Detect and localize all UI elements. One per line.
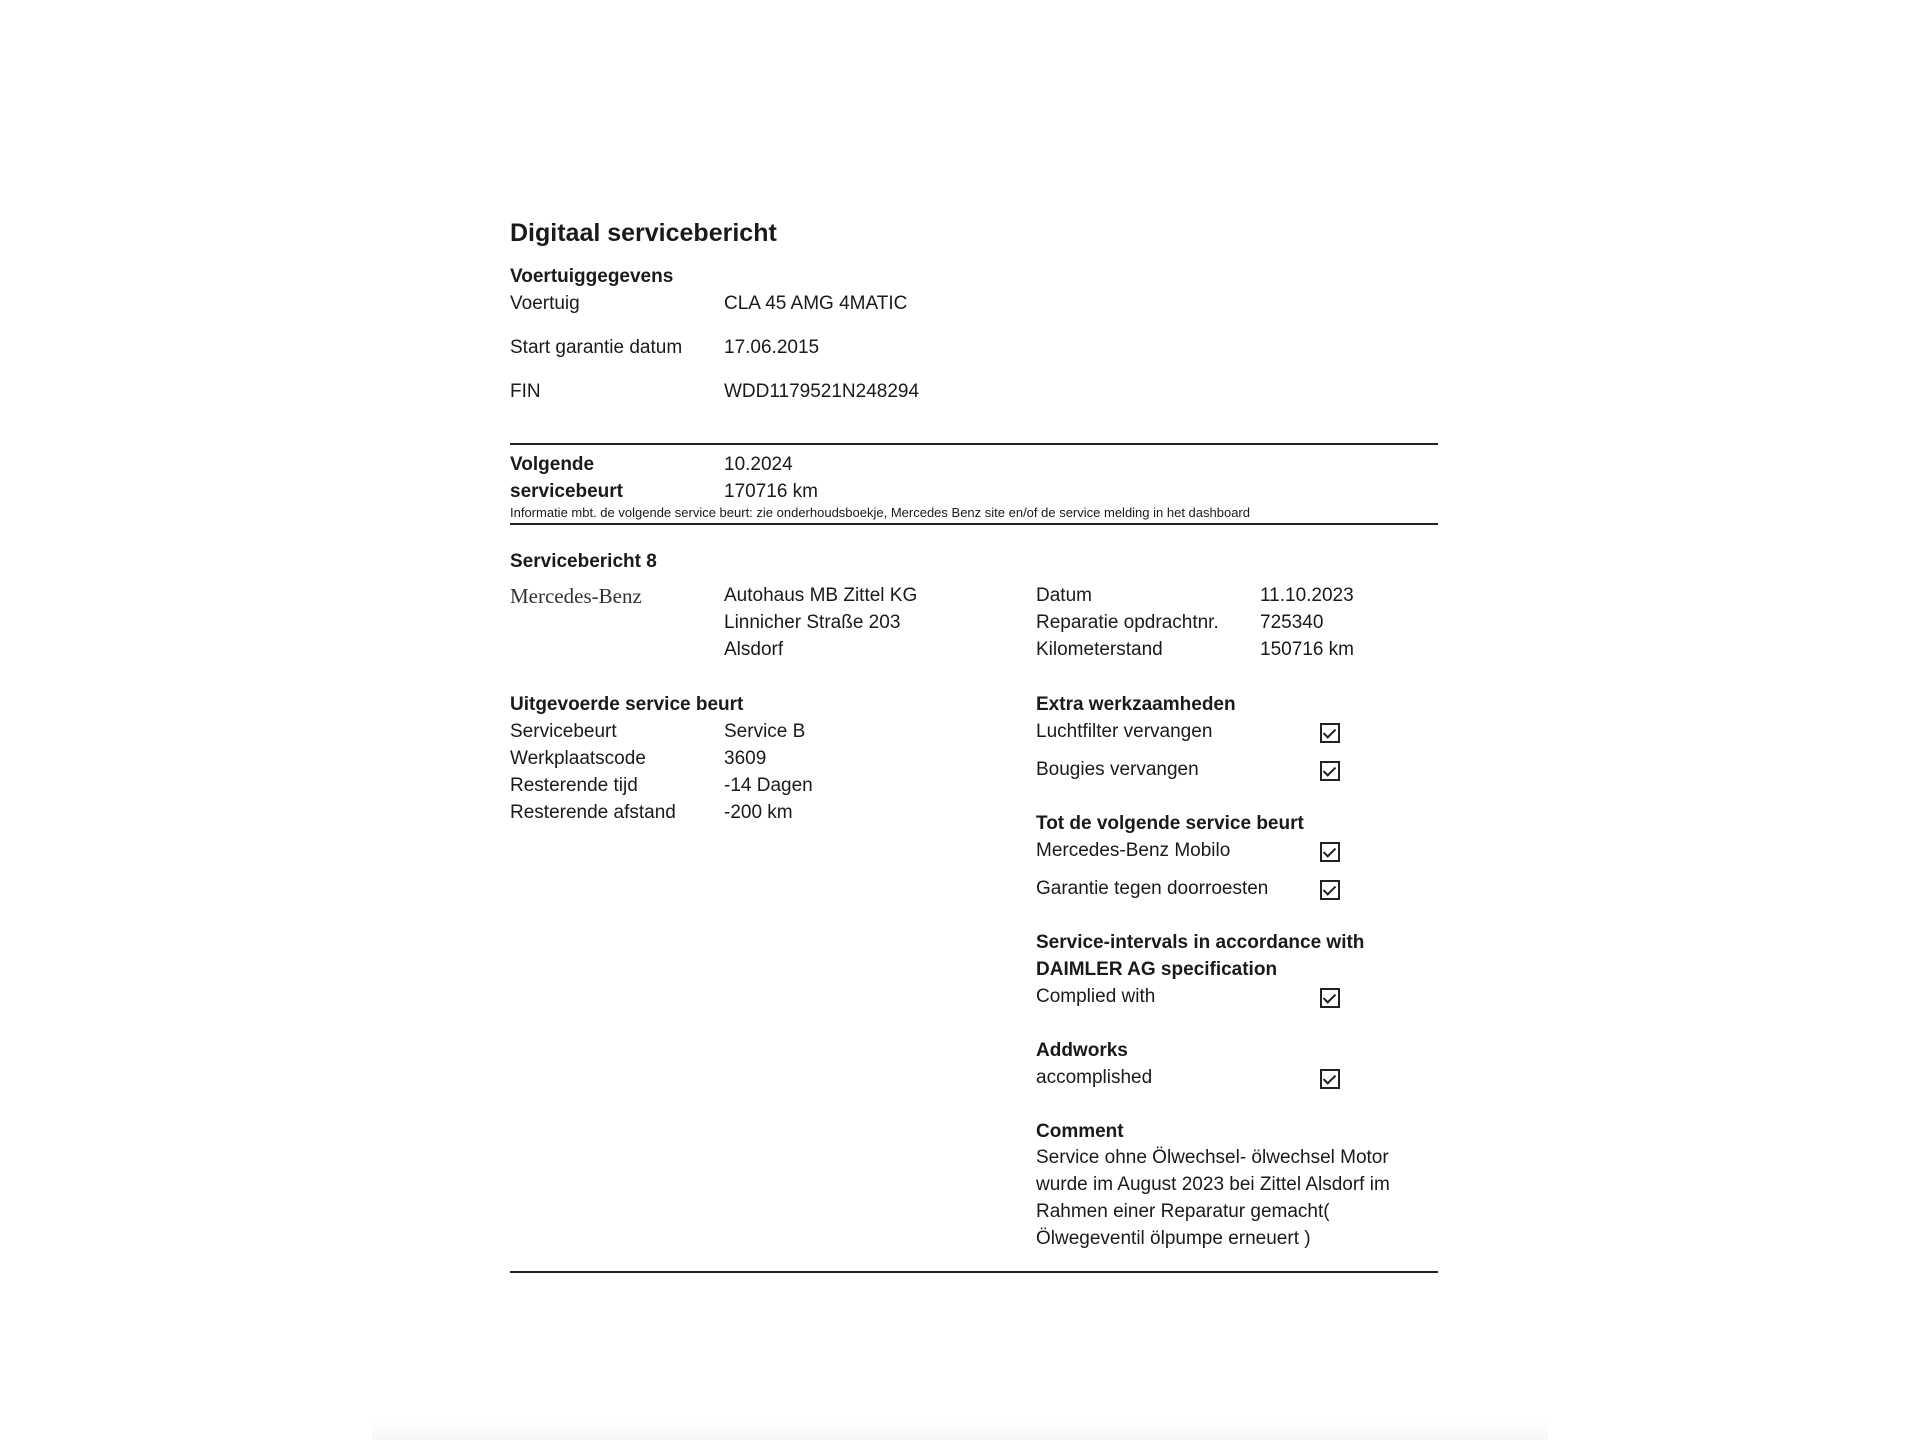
remaining-distance-label: Resterende afstand: [510, 802, 676, 823]
until-next-heading: Tot de volgende service beurt: [1036, 813, 1304, 834]
extra-work-heading: Extra werkzaamheden: [1036, 694, 1236, 715]
sheet-edge: [372, 1420, 1548, 1440]
remaining-time-value: -14 Dagen: [724, 775, 813, 796]
rust-warranty-checkbox[interactable]: [1320, 880, 1340, 900]
dealer-street: Linnicher Straße 203: [724, 612, 901, 633]
date-label: Datum: [1036, 585, 1092, 606]
workshop-code-label: Werkplaatscode: [510, 748, 646, 769]
repair-order-value: 725340: [1260, 612, 1324, 633]
next-service-info: Informatie mbt. de volgende service beurt: zie onderhoudsboekje, Mercedes Benz site en/of de service melding in het dashboard: [510, 505, 1250, 520]
fin-label: FIN: [510, 381, 541, 402]
complied-with-label: Complied with: [1036, 986, 1156, 1007]
rust-warranty-label: Garantie tegen doorroesten: [1036, 878, 1269, 899]
addworks-heading: Addworks: [1036, 1040, 1128, 1061]
spark-plugs-checkbox[interactable]: [1320, 761, 1340, 781]
accomplished-checkbox[interactable]: [1320, 1069, 1340, 1089]
warranty-start-value: 17.06.2015: [724, 337, 820, 358]
workshop-code-value: 3609: [724, 748, 767, 769]
service-report-heading: Servicebericht 8: [510, 551, 657, 572]
remaining-distance-value: -200 km: [724, 802, 793, 823]
comment-heading: Comment: [1036, 1121, 1124, 1142]
divider-next-service: [510, 523, 1438, 525]
divider-top: [510, 443, 1438, 445]
performed-service-heading: Uitgevoerde service beurt: [510, 694, 744, 715]
service-type-value: Service B: [724, 721, 806, 742]
complied-with-checkbox[interactable]: [1320, 988, 1340, 1008]
intervals-heading-line1: Service-intervals in accordance with: [1036, 932, 1365, 953]
next-service-date: 10.2024: [724, 454, 793, 475]
intervals-heading-line2: DAIMLER AG specification: [1036, 959, 1278, 980]
accomplished-label: accomplished: [1036, 1067, 1153, 1088]
next-service-label-line2: servicebeurt: [510, 481, 624, 502]
vehicle-value: CLA 45 AMG 4MATIC: [724, 293, 908, 314]
mercedes-benz-logo: Mercedes-Benz: [510, 584, 642, 608]
vehicle-data-heading: Voertuiggegevens: [510, 266, 674, 287]
vehicle-label: Voertuig: [510, 293, 580, 314]
mobilo-label: Mercedes-Benz Mobilo: [1036, 840, 1231, 861]
divider-bottom: [510, 1271, 1438, 1273]
service-type-label: Servicebeurt: [510, 721, 617, 742]
mileage-label: Kilometerstand: [1036, 639, 1163, 660]
remaining-time-label: Resterende tijd: [510, 775, 638, 796]
mobilo-checkbox[interactable]: [1320, 842, 1340, 862]
fin-value: WDD1179521N248294: [724, 381, 920, 402]
repair-order-label: Reparatie opdrachtnr.: [1036, 612, 1219, 633]
dealer-name: Autohaus MB Zittel KG: [724, 585, 918, 606]
next-service-km: 170716 km: [724, 481, 819, 502]
air-filter-checkbox[interactable]: [1320, 723, 1340, 743]
warranty-start-label: Start garantie datum: [510, 337, 683, 358]
mileage-value: 150716 km: [1260, 639, 1355, 660]
document-title: Digitaal servicebericht: [510, 219, 777, 247]
date-value: 11.10.2023: [1260, 585, 1354, 606]
air-filter-label: Luchtfilter vervangen: [1036, 721, 1213, 742]
spark-plugs-label: Bougies vervangen: [1036, 759, 1199, 780]
dealer-city: Alsdorf: [724, 639, 784, 660]
comment-text: Service ohne Ölwechsel- ölwechsel Motor wurde im August 2023 bei Zittel Alsdorf im Rahmen einer Reparatur gemacht( Ölwegeventil ölpumpe erneuert ): [1036, 1147, 1390, 1249]
next-service-label-line1: Volgende: [510, 454, 595, 475]
